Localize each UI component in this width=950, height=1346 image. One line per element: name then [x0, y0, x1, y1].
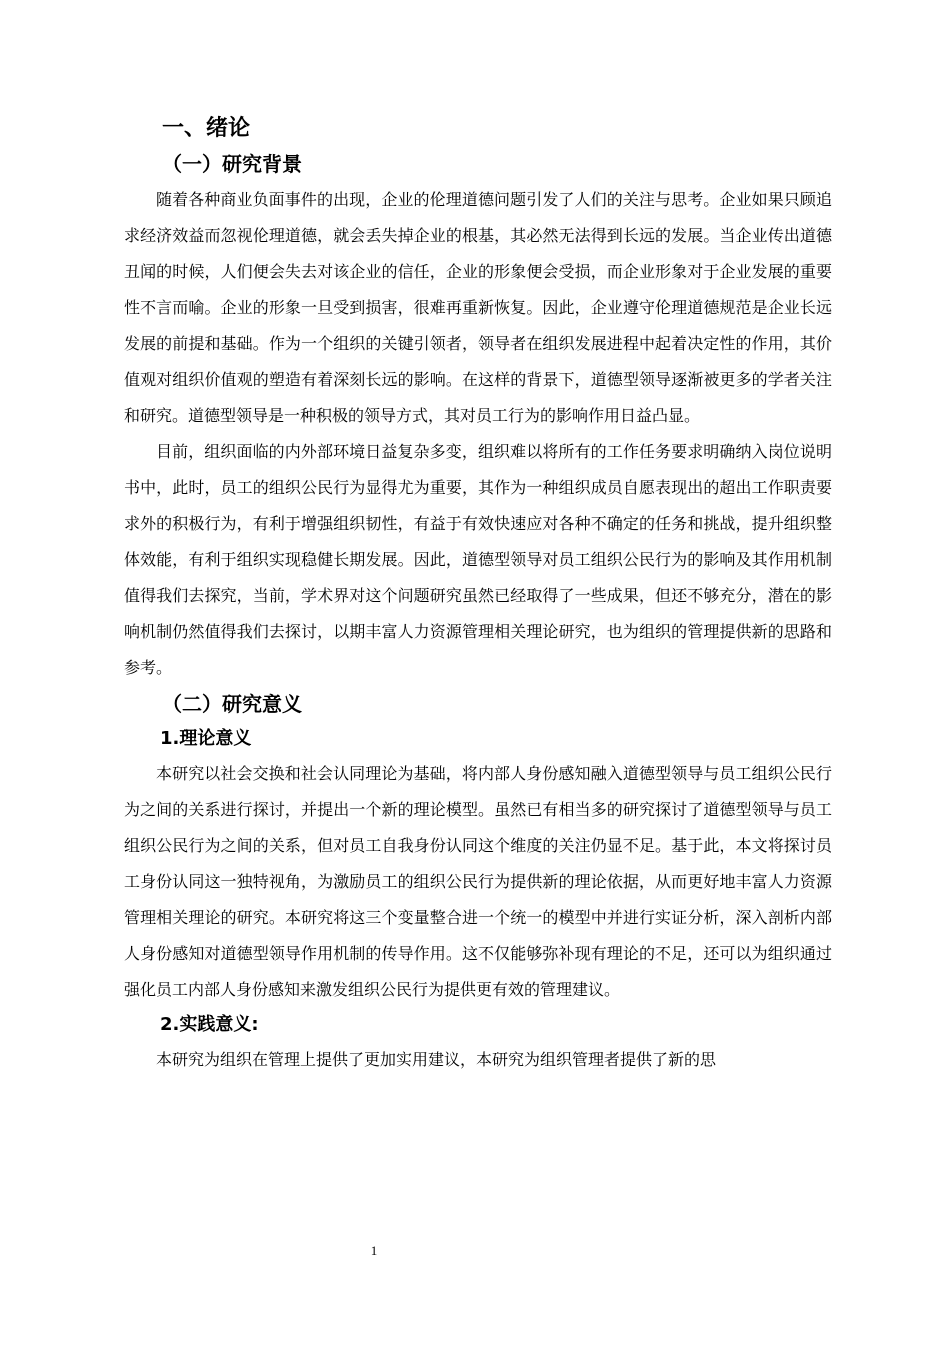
- section-heading-background: （一）研究背景: [162, 152, 302, 176]
- paragraph-practice: 本研究为组织在管理上提供了更加实用建议，本研究为组织管理者提供了新的思: [156, 1050, 717, 1069]
- paragraph-background-1: 随着各种商业负面事件的出现，企业的伦理道德问题引发了人们的关注与思考。企业如果只顾追求经济效益而忽视伦理道德，就会丢失掉企业的根基，其必然无法得到长远的发展。当企业传出道德丑闻的时候，人们便会失去对该企业的信任，企业的形象便会受损，而企业形象对于企业发展的重要性不言而喻。企业的形象一旦受到损害，很难再重新恢复。因此，企业遵守伦理道德规范是企业长远发展的前提和基础。作为一个组织的关键引领者，领导者在组织发展进程中起着决定性的作用，其价值观对组织价值观的塑造有着深刻长远的影响。在这样的背景下，道德型领导逐渐被更多的学者关注和研究。道德型领导是一种积极的领导方式，其对员工行为的影响作用日益凸显。: [124, 190, 832, 425]
- chapter-heading: 一、绪论: [162, 116, 251, 141]
- page-number: 1: [370, 1243, 378, 1258]
- paragraph-background-2: 目前，组织面临的内外部环境日益复杂多变，组织难以将所有的工作任务要求明确纳入岗位说明书中，此时，员工的组织公民行为显得尤为重要，其作为一种组织成员自愿表现出的超出工作职责要求外的积极行为，有利于增强组织韧性，有益于有效快速应对各种不确定的任务和挑战，提升组织整体效能，有利于组织实现稳健长期发展。因此，道德型领导对员工组织公民行为的影响及其作用机制值得我们去探究，当前，学术界对这个问题研究虽然已经取得了一些成果，但还不够充分，潜在的影响机制仍然值得我们去探讨，以期丰富人力资源管理相关理论研究，也为组织的管理提供新的思路和参考。: [124, 442, 832, 677]
- subsection-heading-practice: 2.实践意义:: [160, 1014, 259, 1035]
- page-content: [124, 112, 832, 1078]
- subsection-heading-theory: 1.理论意义: [160, 728, 252, 749]
- section-heading-significance: （二）研究意义: [162, 692, 302, 716]
- paragraph-theory: 本研究以社会交换和社会认同理论为基础，将内部人身份感知融入道德型领导与员工组织公民行为之间的关系进行探讨，并提出一个新的理论模型。虽然已有相当多的研究探讨了道德型领导与员工组织公民行为之间的关系，但对员工自我身份认同这个维度的关注仍显不足。基于此，本文将探讨员工身份认同这一独特视角，为激励员工的组织公民行为提供新的理论依据，从而更好地丰富人力资源管理相关理论的研究。本研究将这三个变量整合进一个统一的模型中并进行实证分析，深入剖析内部人身份感知对道德型领导作用机制的传导作用。这不仅能够弥补现有理论的不足，还可以为组织通过强化员工内部人身份感知来激发组织公民行为提供更有效的管理建议。: [124, 764, 832, 999]
